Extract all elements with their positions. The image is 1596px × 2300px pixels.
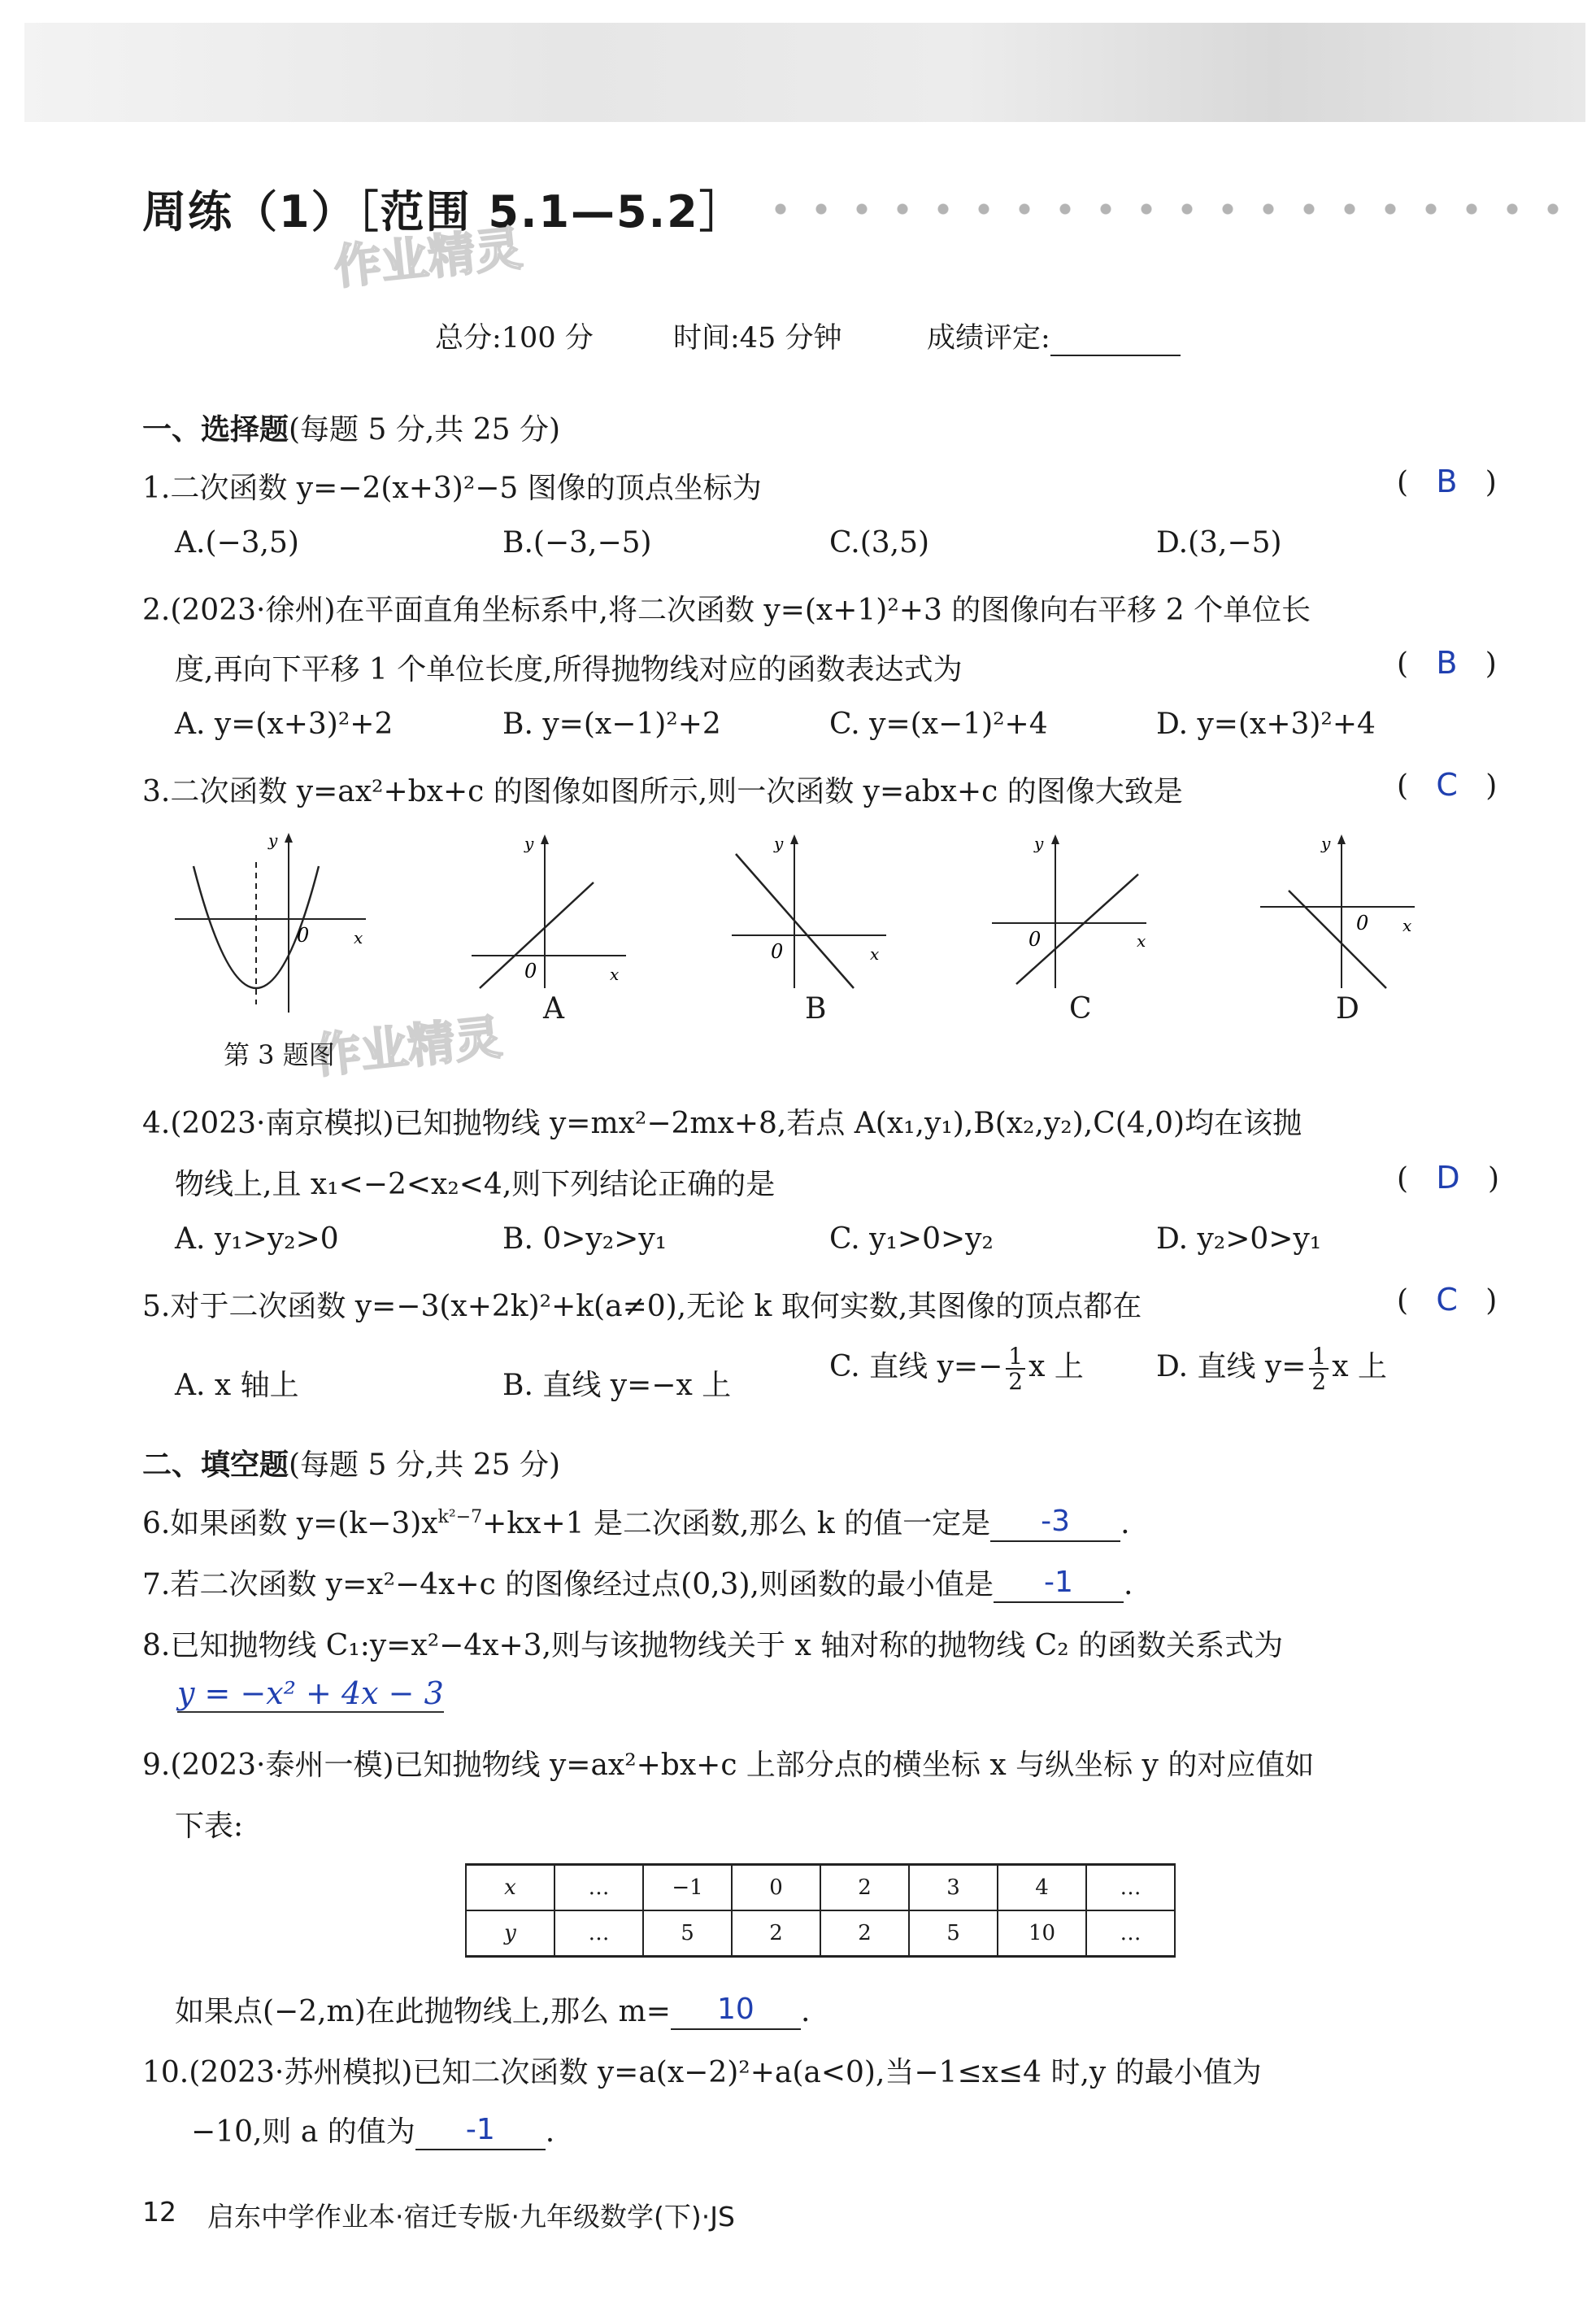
q3-graph-d — [1252, 830, 1431, 992]
table-cell: … — [1086, 1910, 1175, 1957]
origin-label: 0 — [1356, 912, 1369, 934]
footer-book-title: 启东中学作业本·宿迁专版·九年级数学(下)·JS — [207, 2201, 735, 2232]
y-axis-label: y — [1321, 834, 1331, 853]
q3-answer: C — [1436, 767, 1458, 803]
q2-answer: B — [1436, 645, 1458, 681]
table-cell: 3 — [909, 1865, 998, 1911]
q10-stem-line1: 10.(2023·苏州模拟)已知二次函数 y=a(x−2)²+a(a<0),当−1≤x≤4 时,y 的最小值为 — [142, 2056, 1262, 2089]
q8-stem: 8.已知抛物线 C₁:y=x²−4x+3,则与该抛物线关于 x 轴对称的抛物线 C₂ 的函数关系式为 — [142, 1629, 1284, 1662]
q1-option-b: B.(−3,−5) — [502, 526, 652, 560]
grade-label: 成绩评定: — [927, 322, 1050, 355]
table-row-y — [466, 1910, 1175, 1957]
q3-graph-a — [463, 830, 642, 992]
q4-stem-line1: 4.(2023·南京模拟)已知抛物线 y=mx²−2mx+8,若点 A(x₁,y₁),B(x₂,y₂),C(4,0)均在该抛 — [142, 1107, 1302, 1140]
origin-label: 0 — [297, 924, 310, 947]
q1-option-c: C.(3,5) — [829, 526, 930, 560]
table-cell: 0 — [732, 1865, 820, 1911]
q3-stem: 3.二次函数 y=ax²+bx+c 的图像如图所示,则一次函数 y=abx+c 的图像大致是 — [142, 775, 1183, 808]
x-axis-label: x — [354, 928, 363, 947]
watermark-logo: 作业精灵 — [331, 220, 525, 295]
q3-answer-box: ( C ) — [1397, 767, 1498, 803]
table-cell: 2 — [820, 1910, 909, 1957]
page-title: 周练（1）［范围 5.1—5.2］ — [142, 186, 745, 237]
y-axis-arrow-icon — [1051, 834, 1059, 844]
q4-option-d: D. y₂>0>y₁ — [1156, 1222, 1322, 1256]
x-axis-label: x — [870, 944, 880, 964]
q5-option-a: A. x 轴上 — [175, 1369, 299, 1402]
watermark-logo: 作业精灵 — [311, 1009, 505, 1084]
q5-option-b: B. 直线 y=−x 上 — [502, 1369, 732, 1402]
q5-option-c: C. 直线 y=− $\frac{1}{2}$ x 上 — [829, 1342, 1084, 1395]
table-cell: 5 — [643, 1910, 732, 1957]
q3-parabola-figure — [167, 830, 378, 1017]
x-axis-label: x — [610, 965, 620, 984]
y-axis-label: y — [524, 834, 534, 853]
section2-heading: 二、填空题(每题 5 分,共 25 分) — [142, 1448, 561, 1482]
q3-option-b-label: B — [805, 992, 827, 1026]
q5-stem: 5.对于二次函数 y=−3(x+2k)²+k(a≠0),无论 k 取何实数,其图像的顶点都在 — [142, 1290, 1142, 1323]
q1-answer-box: ( B ) — [1397, 464, 1497, 499]
q10-stem-line2: −10,则 a 的值为 -1 . — [191, 2113, 555, 2149]
q4-answer-box: ( D ) — [1397, 1160, 1500, 1196]
origin-label: 0 — [1028, 928, 1042, 951]
q7-answer-blank[interactable]: -1 — [994, 1566, 1124, 1603]
q2-option-c: C. y=(x−1)²+4 — [829, 708, 1048, 741]
q4-option-c: C. y₁>0>y₂ — [829, 1222, 994, 1256]
q3-option-a-label: A — [543, 992, 564, 1026]
table-cell: … — [554, 1910, 643, 1957]
fraction-one-half: $\frac{1}{2}$ — [1309, 1344, 1329, 1394]
q1-answer: B — [1436, 464, 1458, 499]
q6-exponent: k²−7 — [437, 1507, 483, 1527]
time-limit: 时间:45 分钟 — [673, 322, 842, 355]
grade-field — [927, 316, 1181, 356]
q7-stem: 7.若二次函数 y=x²−4x+c 的图像经过点(0,3),则函数的最小值是 -1 . — [142, 1566, 1133, 1601]
section1-heading: 一、选择题(每题 5 分,共 25 分) — [142, 413, 561, 446]
y-axis-label: y — [774, 834, 784, 853]
y-axis-arrow-icon — [1337, 834, 1346, 844]
decorative-dot-line — [760, 203, 1565, 215]
q1-stem: 1.二次函数 y=−2(x+3)²−5 图像的顶点坐标为 — [142, 472, 762, 505]
q2-answer-box: ( B ) — [1397, 645, 1497, 681]
table-cell: 4 — [998, 1865, 1086, 1911]
q9-value-table — [465, 1863, 1176, 1958]
origin-label: 0 — [771, 940, 784, 963]
q5-answer-box: ( C ) — [1397, 1282, 1498, 1318]
q1-option-d: D.(3,−5) — [1156, 526, 1282, 560]
q10-answer-blank[interactable]: -1 — [415, 2113, 546, 2150]
q3-graph-c — [984, 830, 1163, 992]
y-axis-arrow-icon — [790, 834, 798, 844]
x-axis-label: x — [1402, 916, 1412, 935]
table-cell: 2 — [820, 1865, 909, 1911]
grade-blank[interactable] — [1050, 327, 1181, 356]
table-cell: y — [466, 1910, 554, 1957]
q3-figure-caption: 第 3 题图 — [224, 1039, 335, 1070]
q6-stem: 6.如果函数 $y=(k-3)x^{k^2-7}+kx+1$ 是二次函数,那么 k 的值一定是 -3 . — [142, 1505, 1130, 1540]
q2-option-d: D. y=(x+3)²+4 — [1156, 708, 1376, 741]
q6-answer-blank[interactable]: -3 — [990, 1505, 1120, 1542]
q3-option-d-label: D — [1336, 992, 1359, 1026]
q5-answer: C — [1436, 1282, 1458, 1318]
line-graph — [1289, 891, 1386, 988]
x-axis-label: x — [1137, 931, 1146, 951]
q5-option-d: D. 直线 y= $\frac{1}{2}$ x 上 — [1156, 1342, 1387, 1395]
table-cell: 5 — [909, 1910, 998, 1957]
q3-graph-b — [724, 830, 902, 992]
y-axis-arrow-icon — [285, 833, 293, 843]
y-axis-label: y — [1034, 834, 1044, 853]
origin-label: 0 — [524, 960, 537, 982]
q9-answer-blank[interactable]: 10 — [671, 1993, 801, 2030]
q9-question: 如果点(−2,m)在此抛物线上,那么 m= 10 . — [175, 1993, 811, 2028]
table-cell: x — [466, 1865, 554, 1911]
q9-stem-line1: 9.(2023·泰州一模)已知抛物线 y=ax²+bx+c 上部分点的横坐标 x 与纵坐标 y 的对应值如 — [142, 1749, 1315, 1782]
q8-answer[interactable]: y = −x² + 4x − 3 — [177, 1675, 444, 1711]
q4-option-a: A. y₁>y₂>0 — [175, 1222, 339, 1256]
table-row-x — [466, 1865, 1175, 1911]
q3-option-c-label: C — [1069, 992, 1092, 1026]
table-cell: −1 — [643, 1865, 732, 1911]
y-axis-label: y — [268, 830, 278, 850]
q2-stem-line1: 2.(2023·徐州)在平面直角坐标系中,将二次函数 y=(x+1)²+3 的图像向右平移 2 个单位长 — [142, 594, 1311, 627]
q4-answer: D — [1436, 1160, 1460, 1196]
page-number: 12 — [142, 2196, 176, 2228]
q1-option-a: A.(−3,5) — [175, 526, 299, 560]
total-score: 总分:100 分 — [435, 322, 594, 355]
q4-stem-line2: 物线上,且 x₁<−2<x₂<4,则下列结论正确的是 — [175, 1168, 776, 1201]
q9-stem-line2: 下表: — [175, 1810, 244, 1843]
table-cell: … — [1086, 1865, 1175, 1911]
table-cell: … — [554, 1865, 643, 1911]
table-cell: 2 — [732, 1910, 820, 1957]
q2-option-b: B. y=(x−1)²+2 — [502, 708, 721, 741]
scan-top-band — [24, 23, 1585, 122]
q2-stem-line2: 度,再向下平移 1 个单位长度,所得抛物线对应的函数表达式为 — [175, 653, 963, 686]
fraction-one-half: $\frac{1}{2}$ — [1006, 1344, 1025, 1394]
q4-option-b: B. 0>y₂>y₁ — [502, 1222, 668, 1256]
table-cell: 10 — [998, 1910, 1086, 1957]
q2-option-a: A. y=(x+3)²+2 — [175, 708, 394, 741]
y-axis-arrow-icon — [541, 834, 549, 844]
